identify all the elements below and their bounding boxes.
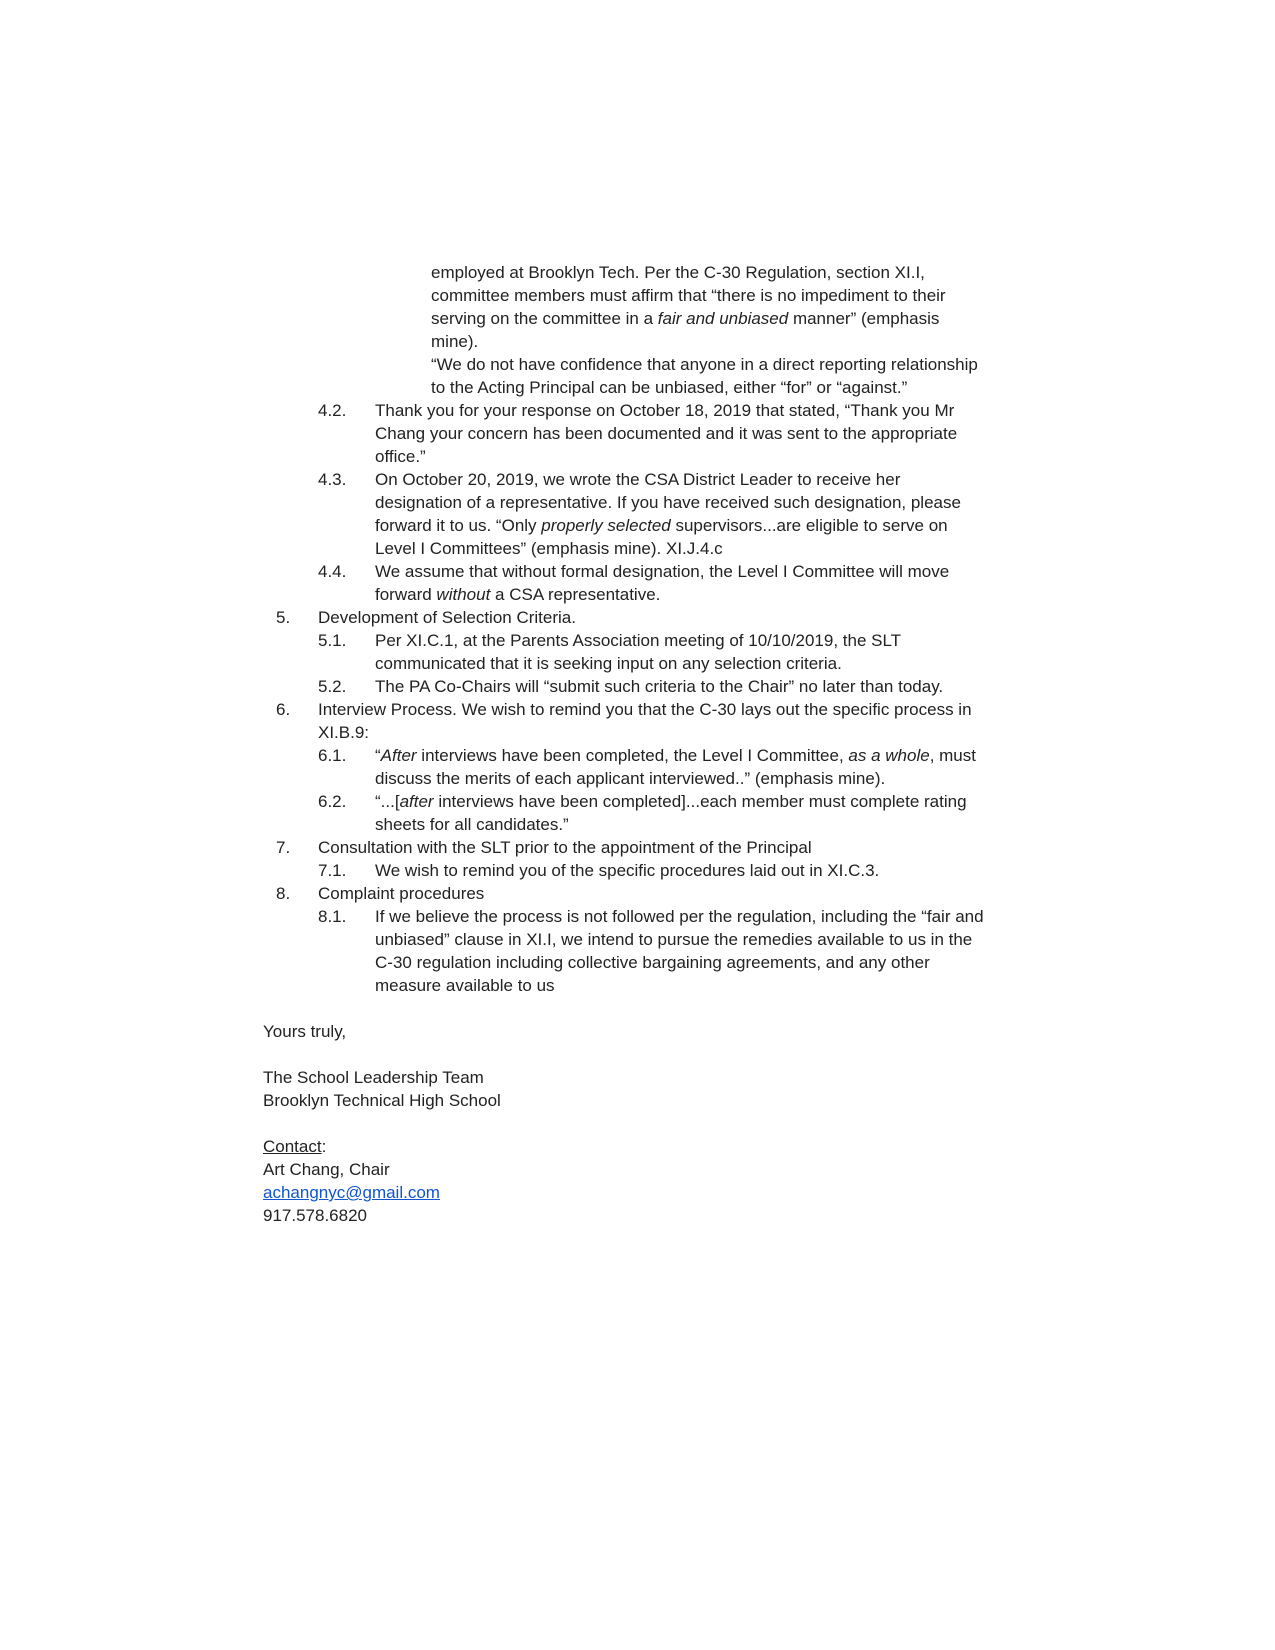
para-4-1-line: employed at Brooklyn Tech. Per the C-30 Regulation, section XI.I, (431, 263, 925, 282)
item-4-2-line: Thank you for your response on October 18, 2019 that stated, “Thank you Mr (375, 401, 955, 420)
para-4-1-quote-line: to the Acting Principal can be unbiased, either “for” or “against.” (431, 378, 908, 397)
closing-salutation: Yours truly, (263, 1022, 347, 1041)
section-6-line: Interview Process. We wish to remind you that the C-30 lays out the specific process in (318, 700, 972, 719)
signature-line: The School Leadership Team (263, 1068, 484, 1087)
item-number-8-1: 8.1. (318, 907, 347, 926)
section-number-6: 6. (276, 700, 291, 719)
contact-name: Art Chang, Chair (263, 1160, 390, 1179)
item-4-3-line: On October 20, 2019, we wrote the CSA District Leader to receive her (375, 470, 901, 489)
item-7-1-line: We wish to remind you of the specific procedures laid out in XI.C.3. (375, 861, 880, 880)
para-4-1-line: serving on the committee in a fair and unbiased manner” (emphasis (431, 309, 940, 328)
section-number-7: 7. (276, 838, 291, 857)
item-number-5-1: 5.1. (318, 631, 347, 650)
section-5-title: Development of Selection Criteria. (318, 608, 576, 627)
section-6-line: XI.B.9: (318, 723, 370, 742)
item-number-6-1: 6.1. (318, 746, 347, 765)
section-8-title: Complaint procedures (318, 884, 485, 903)
item-number-6-2: 6.2. (318, 792, 347, 811)
item-8-1-line: unbiased” clause in XI.I, we intend to pursue the remedies available to us in the (375, 930, 973, 949)
contact-heading: Contact: (263, 1137, 327, 1156)
item-8-1-line: measure available to us (375, 976, 555, 995)
item-8-1-line: C-30 regulation including collective bargaining agreements, and any other (375, 953, 930, 972)
item-4-2-line: office.” (375, 447, 426, 466)
item-6-2-line: sheets for all candidates.” (375, 815, 569, 834)
item-5-1-line: Per XI.C.1, at the Parents Association meeting of 10/10/2019, the SLT (375, 631, 902, 650)
item-6-1-line: “After interviews have been completed, the Level I Committee, as a whole, must (375, 746, 976, 765)
item-number-7-1: 7.1. (318, 861, 347, 880)
item-5-2-line: The PA Co-Chairs will “submit such criteria to the Chair” no later than today. (375, 677, 944, 696)
item-number-4-4: 4.4. (318, 562, 347, 581)
item-6-1-line: discuss the merits of each applicant interviewed..” (emphasis mine). (375, 769, 886, 788)
item-6-2-line: “...[after interviews have been completed]...each member must complete rating (375, 792, 967, 811)
contact-email-link[interactable]: achangnyc@gmail.com (263, 1183, 440, 1202)
item-4-3-line: designation of a representative. If you have received such designation, please (375, 493, 961, 512)
item-number-5-2: 5.2. (318, 677, 347, 696)
para-4-1-quote-line: “We do not have confidence that anyone in a direct reporting relationship (431, 355, 978, 374)
item-8-1-line: If we believe the process is not followed per the regulation, including the “fair and (375, 907, 984, 926)
item-4-4-line: We assume that without formal designation, the Level I Committee will move (375, 562, 950, 581)
para-4-1-line: mine). (431, 332, 479, 351)
para-4-1-line: committee members must affirm that “there is no impediment to their (431, 286, 946, 305)
item-number-4-3: 4.3. (318, 470, 347, 489)
contact-email-row (263, 1182, 440, 1204)
section-number-8: 8. (276, 884, 291, 903)
item-4-3-line: forward it to us. “Only properly selected supervisors...are eligible to serve on (375, 516, 948, 535)
item-4-3-line: Level I Committees” (emphasis mine). XI.J.4.c (375, 539, 723, 558)
item-5-1-line: communicated that it is seeking input on any selection criteria. (375, 654, 842, 673)
item-number-4-2: 4.2. (318, 401, 347, 420)
section-7-title: Consultation with the SLT prior to the appointment of the Principal (318, 838, 812, 857)
signature-line: Brooklyn Technical High School (263, 1091, 501, 1110)
item-4-2-line: Chang your concern has been documented and it was sent to the appropriate (375, 424, 958, 443)
item-4-4-line: forward without a CSA representative. (375, 585, 661, 604)
contact-phone: 917.578.6820 (263, 1206, 367, 1225)
section-number-5: 5. (276, 608, 291, 627)
